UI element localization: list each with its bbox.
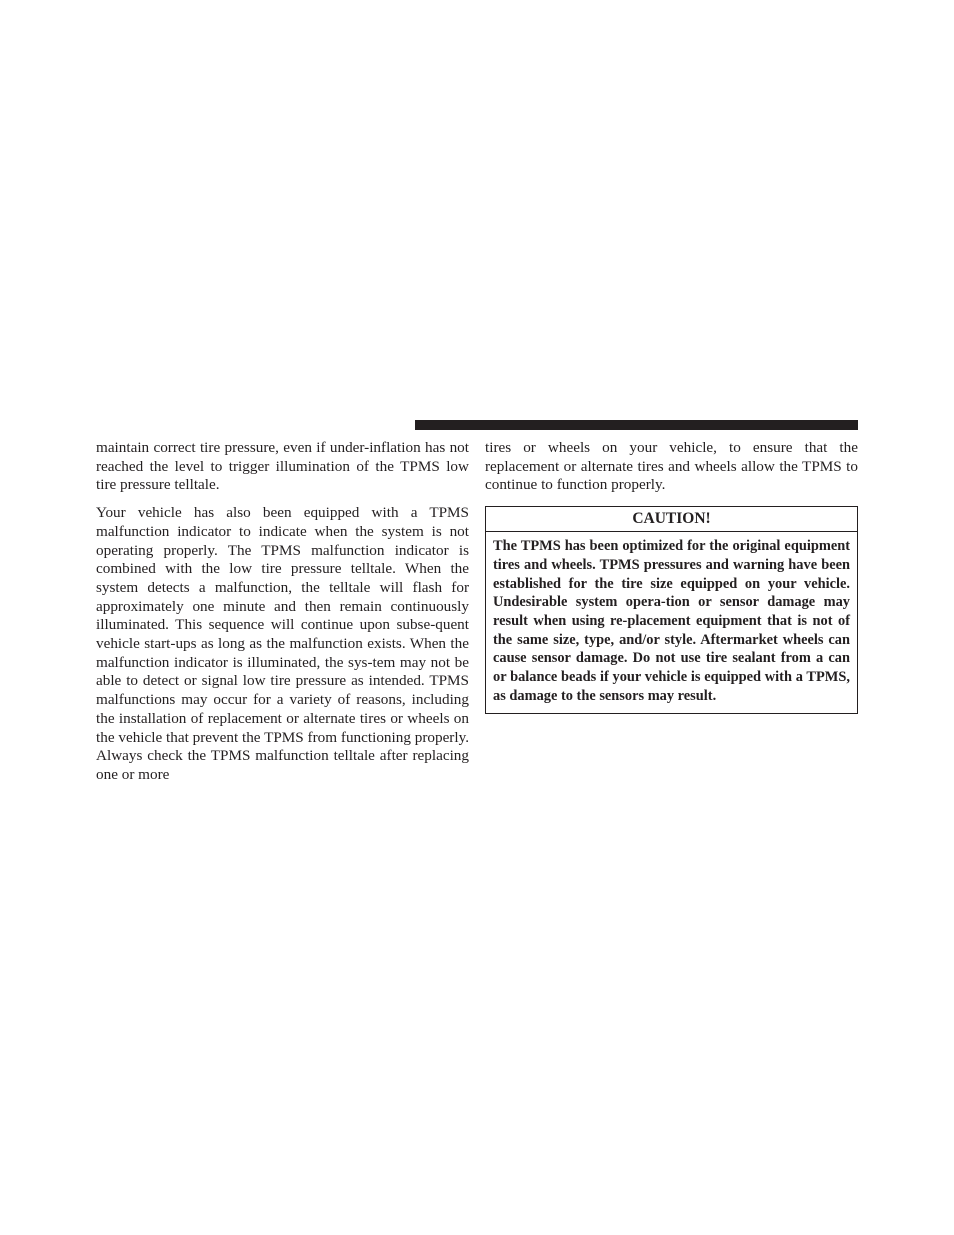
paragraph-malfunction-indicator: Your vehicle has also been equipped with a TPMS malfunction indicator to indicate when the system is not operating properly. The TPMS malfunction indicator is combined with the low tire pressure telltale. When the system detects a malfunction, the telltale will flash for approximately one minute and then remain continuously illuminated. This sequence will continue upon subse-quent vehicle start-ups as long as the malfunction exists. When the malfunction indicator is illuminated, the sys-tem may not be able to detect or signal low tire pressure as intended. TPMS malfunctions may occur for a variety of reasons, including the installation of replacement or alternate tires or wheels on the vehicle that prevent the TPMS from functioning properly. Always check the TPMS malfunction telltale after replacing one or more <box>96 504 469 783</box>
section-header-bar <box>415 420 858 430</box>
caution-box <box>485 506 858 714</box>
caution-title: CAUTION! <box>486 507 857 532</box>
right-column <box>485 439 858 714</box>
paragraph-continuation: maintain correct tire pressure, even if under-inflation has not reached the level to trigger illumination of the TPMS low tire pressure telltale. <box>96 439 469 494</box>
caution-text: The TPMS has been optimized for the original equipment tires and wheels. TPMS pressures and warning have been established for the tire size equipped on your vehicle. Undesirable system opera-tion or sensor damage may result when using re-placement equipment that is not of the same size, type, and/or style. Aftermarket wheels can cause sensor damage. Do not use tire sealant from a can or balance beads if your vehicle is equipped with a TPMS, as damage to the sensors may result. <box>493 538 850 704</box>
paragraph-replacement-tires: tires or wheels on your vehicle, to ensure that the replacement or alternate tires and wheels allow the TPMS to continue to function properly. <box>485 439 858 494</box>
left-column <box>96 439 469 785</box>
